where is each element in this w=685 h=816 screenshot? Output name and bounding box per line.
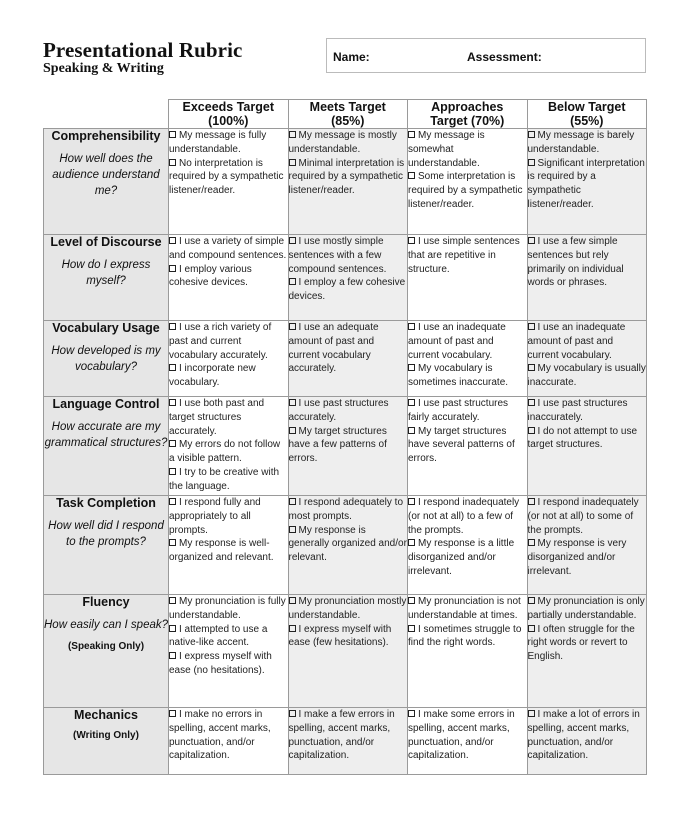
row-header-fluency [44, 595, 169, 708]
criterion-text: I employ a few cohesive devices. [288, 277, 406, 303]
criterion-item [169, 362, 288, 390]
criterion-item [528, 235, 647, 290]
category-label: Language Control [52, 397, 160, 411]
checkbox[interactable] [528, 539, 535, 546]
rubric-cell [288, 496, 408, 595]
criterion-item [528, 129, 647, 157]
criterion-item [408, 708, 527, 763]
column-header-line: Exceeds Target [182, 100, 274, 114]
criterion-text: I do not attempt to use target structures. [527, 425, 638, 451]
criterion-text: I often struggle for the right words or revert to English. [527, 623, 635, 663]
rubric-cell [288, 708, 408, 775]
checkbox[interactable] [408, 625, 415, 632]
criterion-text: I use simple sentences that are repetitive in structure. [408, 236, 520, 275]
checkbox[interactable] [289, 427, 296, 434]
criterion-item [169, 496, 288, 537]
checkbox[interactable] [169, 323, 176, 330]
criterion-text: I make some errors in spelling, accent marks, punctuation, and/or capitalization. [408, 709, 515, 762]
checkbox[interactable] [169, 625, 176, 632]
checkbox[interactable] [408, 427, 415, 434]
checkbox[interactable] [169, 468, 176, 475]
criterion-text: I use both past and target structures accurately. [169, 398, 265, 437]
rubric-cell [527, 321, 647, 397]
row-header-comprehensibility [44, 129, 169, 235]
criterion-item [169, 708, 288, 763]
rubric-row-fluency [44, 595, 647, 708]
checkbox[interactable] [408, 399, 415, 406]
checkbox[interactable] [528, 237, 535, 244]
rubric-cell [408, 397, 528, 496]
criterion-text: I use a variety of simple and compound sentences. [169, 236, 287, 261]
criterion-item [169, 321, 288, 362]
checkbox[interactable] [169, 597, 176, 604]
column-header-meets [288, 100, 408, 129]
checkbox[interactable] [528, 323, 535, 330]
criterion-item [528, 708, 647, 763]
criterion-text: My message is fully understandable. [169, 130, 267, 155]
checkbox[interactable] [289, 131, 296, 138]
criterion-text: My response is well-organized and relevant. [169, 538, 274, 564]
rubric-cell [527, 235, 647, 321]
rubric-cell [527, 708, 647, 775]
criterion-text: My response is generally organized and/or relevant. [288, 524, 407, 564]
criterion-item [169, 595, 288, 623]
name-label: Name: [333, 50, 370, 64]
category-question: How well did I respond to the prompts? [48, 520, 164, 548]
row-header-vocabulary-usage [44, 321, 169, 397]
rubric-cell [288, 397, 408, 496]
row-header-task-completion [44, 496, 169, 595]
checkbox[interactable] [289, 159, 296, 166]
criterion-item [169, 157, 288, 198]
checkbox[interactable] [169, 131, 176, 138]
criterion-text: I employ various cohesive devices. [169, 263, 252, 289]
rubric-cell [169, 496, 289, 595]
criterion-item [289, 425, 408, 466]
criterion-item [408, 129, 527, 170]
column-header-below [527, 100, 647, 129]
criterion-item [289, 321, 408, 376]
checkbox[interactable] [169, 399, 176, 406]
rubric-cell [527, 397, 647, 496]
category-question: How well does the audience understand me? [52, 153, 160, 197]
criterion-item [289, 595, 408, 623]
criterion-text: My message is somewhat understandable. [408, 130, 485, 169]
rubric-cell [527, 595, 647, 708]
category-note: (Writing Only) [73, 730, 139, 741]
column-header-line: (100%) [208, 114, 249, 128]
row-header-language-control [44, 397, 169, 496]
criterion-item [408, 537, 527, 578]
criterion-text: I respond fully and appropriately to all prompts. [169, 497, 261, 536]
checkbox[interactable] [169, 265, 176, 272]
criterion-text: I make a lot of errors in spelling, accent marks, punctuation, and/or capitalization. [527, 709, 640, 762]
criterion-item [408, 321, 527, 362]
criterion-text: I use an inadequate amount of past and current vocabulary. [527, 322, 626, 361]
criterion-text: I respond adequately to most prompts. [288, 497, 404, 522]
checkbox[interactable] [289, 498, 296, 505]
criterion-text: My target structures have several patterns of errors. [408, 425, 515, 465]
checkbox[interactable] [169, 364, 176, 371]
checkbox[interactable] [528, 131, 535, 138]
checkbox[interactable] [289, 278, 296, 285]
criterion-text: My message is barely understandable. [527, 130, 635, 155]
criterion-item [289, 524, 408, 565]
criterion-text: My errors do not follow a visible pattern. [169, 439, 281, 465]
criterion-text: I attempted to use a native-like accent. [169, 623, 268, 649]
rubric-cell [408, 321, 528, 397]
criterion-text: I respond inadequately (or not at all) to some of the prompts. [527, 497, 639, 536]
checkbox[interactable] [408, 710, 415, 717]
criterion-text: My target structures have a few patterns of errors. [288, 425, 387, 465]
checkbox[interactable] [408, 172, 415, 179]
checkbox[interactable] [169, 652, 176, 659]
rubric-cell [408, 708, 528, 775]
rubric-row-vocabulary-usage [44, 321, 647, 397]
criterion-item [408, 170, 527, 211]
checkbox[interactable] [528, 399, 535, 406]
assessment-label: Assessment: [467, 50, 542, 64]
checkbox[interactable] [289, 710, 296, 717]
checkbox[interactable] [289, 625, 296, 632]
criterion-item [528, 595, 647, 623]
criterion-text: I express myself with ease (few hesitations). [288, 623, 392, 649]
checkbox[interactable] [289, 399, 296, 406]
checkbox[interactable] [408, 131, 415, 138]
category-label: Comprehensibility [51, 129, 161, 143]
checkbox[interactable] [528, 159, 535, 166]
criterion-item [528, 397, 647, 425]
checkbox[interactable] [408, 498, 415, 505]
criterion-text: My vocabulary is usually inaccurate. [527, 363, 646, 389]
rubric-table [43, 99, 647, 775]
criterion-item [408, 623, 527, 651]
rubric-cell [288, 595, 408, 708]
criterion-item [169, 235, 288, 263]
checkbox[interactable] [169, 498, 176, 505]
checkbox[interactable] [408, 597, 415, 604]
criterion-text: I use a rich variety of past and current vocabulary accurately. [169, 322, 272, 361]
rubric-row-comprehensibility [44, 129, 647, 235]
rubric-cell [408, 235, 528, 321]
column-header-line: Target (70%) [430, 114, 505, 128]
criterion-text: I use past structures accurately. [288, 398, 389, 423]
column-header-line: (85%) [331, 114, 365, 128]
criterion-item [169, 263, 288, 291]
column-header-line: Below Target [547, 100, 626, 114]
rubric-cell [527, 496, 647, 595]
criterion-item [408, 235, 527, 276]
checkbox[interactable] [289, 526, 296, 533]
criterion-item [528, 496, 647, 537]
rubric-cell [288, 129, 408, 235]
criterion-text: I try to be creative with the language. [169, 466, 280, 492]
checkbox[interactable] [528, 498, 535, 505]
criterion-text: My message is mostly understandable. [288, 130, 397, 155]
criterion-item [528, 425, 647, 453]
criterion-text: I use an adequate amount of past and current vocabulary accurately. [288, 322, 379, 375]
checkbox[interactable] [169, 440, 176, 447]
criterion-item [289, 129, 408, 157]
rubric-cell [169, 321, 289, 397]
checkbox[interactable] [408, 364, 415, 371]
rubric-cell [288, 321, 408, 397]
rubric-row-language-control [44, 397, 647, 496]
rubric-cell [408, 496, 528, 595]
document-subtitle: Speaking & Writing [43, 61, 164, 76]
rubric-row-level-of-discourse [44, 235, 647, 321]
criterion-item [289, 235, 408, 276]
criterion-text: I use a few simple sentences but rely primarily on individual words or phrases. [527, 236, 624, 289]
rubric-cell [169, 595, 289, 708]
criterion-item [169, 537, 288, 565]
criterion-item [169, 466, 288, 494]
criterion-item [289, 496, 408, 524]
criterion-text: Some interpretation is required by a sympathetic listener/reader. [408, 171, 523, 210]
criterion-text: I incorporate new vocabulary. [169, 363, 256, 389]
checkbox[interactable] [169, 710, 176, 717]
category-question: How developed is my vocabulary? [51, 345, 161, 373]
category-label: Task Completion [56, 496, 156, 510]
criterion-item [408, 425, 527, 466]
category-label: Fluency [82, 595, 130, 609]
criterion-text: Minimal interpretation is required by a sympathetic listener/reader. [288, 157, 405, 197]
criterion-text: I express myself with ease (no hesitations). [169, 651, 272, 676]
column-header-approaches [408, 100, 528, 129]
criterion-item [169, 397, 288, 438]
criterion-text: My response is very disorganized and/or irrelevant. [527, 538, 627, 577]
checkbox[interactable] [169, 237, 176, 244]
criterion-text: My vocabulary is sometimes inaccurate. [408, 363, 509, 389]
checkbox[interactable] [528, 427, 535, 434]
row-header-mechanics [44, 708, 169, 775]
column-header-line: (55%) [570, 114, 604, 128]
category-note: (Speaking Only) [67, 641, 145, 652]
criterion-item [289, 397, 408, 425]
column-header-exceeds [169, 100, 289, 129]
criterion-item [289, 157, 408, 198]
criterion-text: I use an inadequate amount of past and current vocabulary. [408, 322, 506, 361]
criterion-text: I respond inadequately (or not at all) to a few of the prompts. [408, 497, 520, 536]
category-label: Level of Discourse [50, 235, 162, 249]
checkbox[interactable] [289, 323, 296, 330]
criterion-item [408, 397, 527, 425]
rubric-cell [169, 397, 289, 496]
rubric-row-task-completion [44, 496, 647, 595]
checkbox[interactable] [408, 323, 415, 330]
criterion-item [528, 321, 647, 362]
criterion-text: My pronunciation is only partially understandable. [527, 596, 645, 621]
criterion-item [169, 129, 288, 157]
checkbox[interactable] [528, 625, 535, 632]
criterion-item [528, 362, 647, 390]
criterion-item [528, 623, 647, 664]
criterion-item [289, 276, 408, 304]
checkbox[interactable] [289, 597, 296, 604]
criterion-text: I sometimes struggle to find the right words. [408, 623, 522, 649]
checkbox[interactable] [289, 237, 296, 244]
category-question: How do I express myself? [61, 259, 151, 287]
rubric-cell [288, 235, 408, 321]
criterion-text: I make no errors in spelling, accent marks, punctuation, and/or capitalization. [169, 709, 271, 762]
criterion-item [169, 623, 288, 651]
rubric-cell [408, 129, 528, 235]
checkbox[interactable] [528, 710, 535, 717]
criterion-item [408, 595, 527, 623]
criterion-item [408, 362, 527, 390]
checkbox[interactable] [528, 597, 535, 604]
rubric-cell [169, 235, 289, 321]
column-header-line: Meets Target [309, 100, 386, 114]
row-header-level-of-discourse [44, 235, 169, 321]
corner-cell [44, 100, 169, 129]
criterion-item [289, 623, 408, 651]
column-header-line: Approaches [431, 100, 504, 114]
criterion-item [169, 650, 288, 678]
criterion-text: I make a few errors in spelling, accent marks, punctuation, and/or capitalization. [288, 709, 395, 762]
criterion-item [528, 537, 647, 578]
checkbox[interactable] [169, 159, 176, 166]
checkbox[interactable] [408, 539, 415, 546]
criterion-item [289, 708, 408, 763]
checkbox[interactable] [408, 237, 415, 244]
criterion-text: My pronunciation is fully understandable. [169, 596, 286, 621]
criterion-text: I use past structures fairly accurately. [408, 398, 509, 423]
rubric-row-mechanics [44, 708, 647, 775]
category-question: How easily can I speak? [44, 619, 169, 631]
rubric-cell [527, 129, 647, 235]
criterion-item [408, 496, 527, 537]
criterion-item [169, 438, 288, 466]
criterion-text: No interpretation is required by a sympathetic listener/reader. [169, 157, 284, 197]
name-assessment-box [326, 38, 646, 73]
criterion-text: My pronunciation mostly understandable. [288, 596, 407, 621]
document-title: Presentational Rubric [43, 38, 243, 62]
criterion-text: I use past structures inaccurately. [527, 398, 628, 423]
category-question: How accurate are my grammatical structures? [44, 421, 168, 449]
rubric-cell [408, 595, 528, 708]
checkbox[interactable] [169, 539, 176, 546]
rubric-cell [169, 708, 289, 775]
criterion-text: My pronunciation is not understandable at times. [408, 596, 521, 621]
category-label: Mechanics [74, 708, 138, 722]
checkbox[interactable] [528, 364, 535, 371]
criterion-text: Significant interpretation is required by a sympathetic listener/reader. [527, 157, 645, 210]
criterion-text: My response is a little disorganized and/or irrelevant. [408, 538, 515, 577]
criterion-item [528, 157, 647, 212]
rubric-cell [169, 129, 289, 235]
criterion-text: I use mostly simple sentences with a few compound sentences. [288, 236, 387, 275]
category-label: Vocabulary Usage [52, 321, 160, 335]
